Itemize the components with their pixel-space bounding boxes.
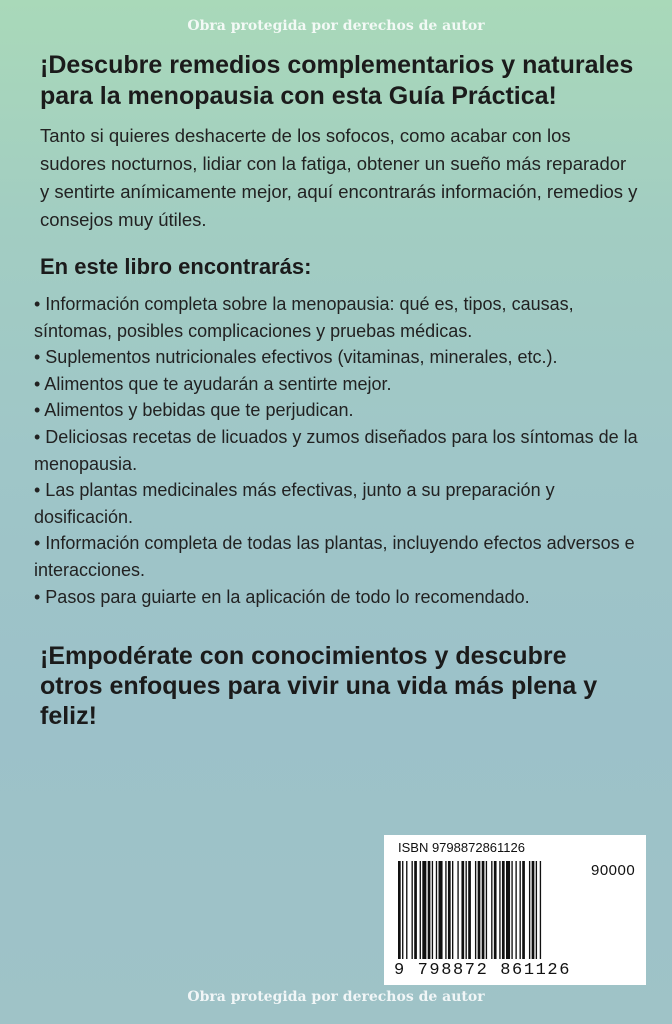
copyright-watermark-bottom: Obra protegida por derechos de autor [187,989,485,1005]
closing-headline: ¡Empodérate con conocimientos y descubre otros enfoques para vivir una vida más plena y feliz! [40,642,598,730]
feature-item: • Pasos para guiarte en la aplicación de todo lo recomendado. [34,586,530,607]
barcode-bars-icon [398,861,584,961]
feature-item: • Información completa sobre la menopausia: qué es, tipos, causas, síntomas, posibles complicaciones y pruebas médicas. [34,294,574,341]
feature-item: • Suplementos nutricionales efectivos (vitaminas, minerales, etc.). [34,347,558,368]
feature-item: • Alimentos y bebidas que te perjudican. [34,400,354,421]
feature-item: • Alimentos que te ayudarán a sentirte mejor. [34,373,392,394]
isbn-barcode [384,835,646,985]
feature-item: • Las plantas medicinales más efectivas, junto a su preparación y dosificación. [34,480,555,527]
headline: ¡Descubre remedios complementarios y naturales para la menopausia con esta Guía Práctica! [40,51,634,110]
isbn-digits: 9 798872 861126 [394,961,572,980]
feature-item: • Deliciosas recetas de licuados y zumos diseñados para los síntomas de la menopausia. [34,426,638,474]
section-title: En este libro encontrarás: [40,254,312,279]
isbn-label: ISBN 9798872861126 [398,840,525,855]
features-list [34,291,654,610]
intro-paragraph: Tanto si quieres deshacerte de los sofocos, como acabar con los sudores nocturnos, lidiar con la fatiga, obtener un sueño más reparador y sentirte anímicamente mejor, aquí encontrarás información, remedios y consejos muy útiles. [40,125,638,230]
copyright-watermark-top: Obra protegida por derechos de autor [187,18,485,34]
price-code: 90000 [591,862,636,879]
feature-item: • Información completa de todas las plantas, incluyendo efectos adversos e interacciones. [34,533,635,580]
